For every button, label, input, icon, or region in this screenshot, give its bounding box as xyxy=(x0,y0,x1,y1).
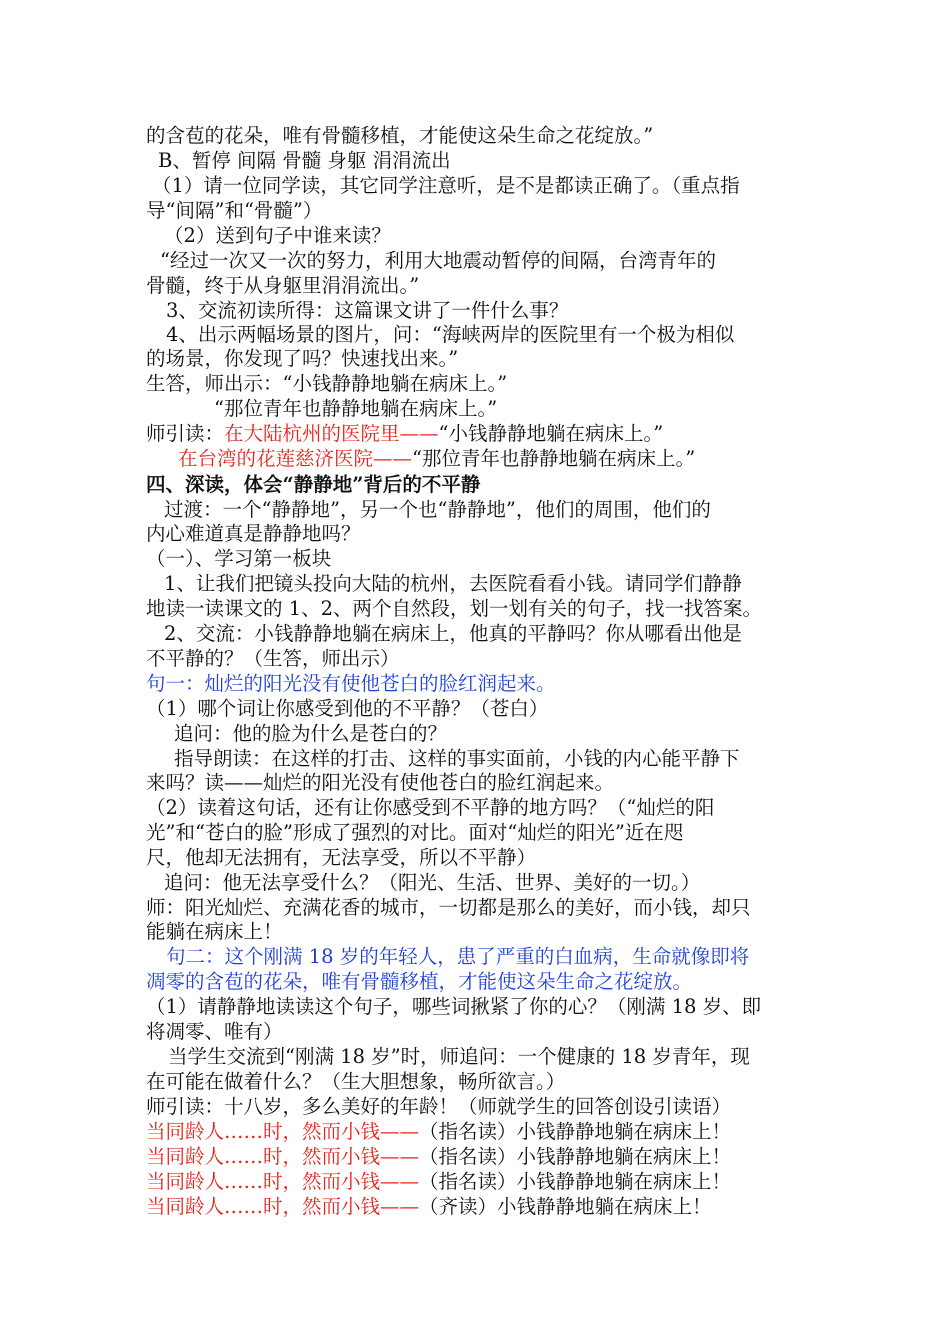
text-run: （齐读）小钱静静地躺在病床上！ xyxy=(419,1195,712,1218)
text-line: 的场景，你发现了吗？快速找出来。” xyxy=(146,347,459,370)
text-line: “那位青年也静静地躺在病床上。” xyxy=(214,397,498,420)
text-line: 导“间隔”和“骨髓”） xyxy=(146,199,323,222)
text-run: （指名读）小钱静静地躺在病床上！ xyxy=(419,1120,732,1143)
text-line: （一）、学习第一板块 xyxy=(146,547,332,570)
text-line: 地读一读课文的 1、2、两个自然段，划一划有关的句子，找一找答案。 xyxy=(146,597,763,620)
text-line: 光”和“苍白的脸”形成了强烈的对比。面对“灿烂的阳光”近在咫 xyxy=(146,821,684,844)
text-line: 当学生交流到“刚满 18 岁”时，师追问：一个健康的 18 岁青年，现 xyxy=(168,1045,750,1068)
text-line: 4、出示两幅场景的图片，问：“海峡两岸的医院里有一个极为相似 xyxy=(166,323,735,346)
text-line xyxy=(146,1195,816,1219)
text-line xyxy=(146,1145,816,1169)
text-run: “那位青年也静静地躺在病床上。” xyxy=(412,447,696,470)
text-line: 师：阳光灿烂、充满花香的城市，一切都是那么的美好，而小钱，却只 xyxy=(146,896,751,919)
quote-sentence-1: 句一：灿烂的阳光没有使他苍白的脸红润起来。 xyxy=(146,672,556,695)
text-line: 生答，师出示：“小钱静静地躺在病床上。” xyxy=(146,372,508,395)
text-run: 师引读： xyxy=(146,422,225,445)
text-line: （2）送到句子中谁来读？ xyxy=(164,224,391,247)
text-line: 尺，他却无法拥有，无法享受，所以不平静） xyxy=(146,846,537,869)
text-line xyxy=(146,1170,816,1194)
text-line: 来吗？读——灿烂的阳光没有使他苍白的脸红润起来。 xyxy=(146,771,615,794)
text-line: 不平静的？（生答，师出示） xyxy=(146,647,400,670)
highlight-red: 当同龄人……时，然而小钱—— xyxy=(146,1145,420,1168)
text-line: 过渡：一个“静静地”，另一个也“静静地”，他们的周围，他们的 xyxy=(164,498,711,521)
text-line: 3、交流初读所得：这篇课文讲了一件什么事？ xyxy=(166,299,569,322)
text-line: 能躺在病床上！ xyxy=(146,920,283,943)
text-line: 指导朗读：在这样的打击、这样的事实面前，小钱的内心能平静下 xyxy=(174,747,740,770)
text-line: 1、让我们把镜头投向大陆的杭州，去医院看看小钱。请同学们静静 xyxy=(164,572,742,595)
highlight-red: 在台湾的花莲慈济医院—— xyxy=(178,447,413,470)
text-line: 在可能在做着什么？（生大胆想象，畅所欲言。） xyxy=(146,1070,566,1093)
quote-sentence-2: 句二：这个刚满 18 岁的年轻人，患了严重的白血病，生命就像即将 xyxy=(166,945,750,968)
text-line xyxy=(146,1120,816,1144)
text-line xyxy=(178,447,848,471)
text-line: （1）请静静地读读这个句子，哪些词揪紧了你的心？（刚满 18 岁、即 xyxy=(146,995,762,1018)
text-line: （1）请一位同学读，其它同学注意听，是不是都读正确了。（重点指 xyxy=(152,174,740,197)
text-line: 师引读：十八岁，多么美好的年龄！（师就学生的回答创设引读语） xyxy=(146,1095,732,1118)
text-line: （1）哪个词让你感受到他的不平静？（苍白） xyxy=(146,697,549,720)
highlight-red: 当同龄人……时，然而小钱—— xyxy=(146,1195,420,1218)
text-line: “经过一次又一次的努力，利用大地震动暂停的间隔，台湾青年的 xyxy=(160,249,716,272)
text-line: 将凋零、唯有） xyxy=(146,1020,283,1043)
highlight-red: 当同龄人……时，然而小钱—— xyxy=(146,1170,420,1193)
highlight-red: 当同龄人……时，然而小钱—— xyxy=(146,1120,420,1143)
text-line xyxy=(146,422,816,446)
text-line: 追问：他无法享受什么？（阳光、生活、世界、美好的一切。） xyxy=(164,871,701,894)
text-run: “小钱静静地躺在病床上。” xyxy=(438,422,664,445)
text-run: （指名读）小钱静静地躺在病床上！ xyxy=(419,1145,732,1168)
section-heading: 四、深读，体会“静静地”背后的不平静 xyxy=(146,473,481,496)
text-line: 骨髓，终于从身躯里涓涓流出。” xyxy=(146,274,420,297)
text-line: （2）读着这句话，还有让你感受到不平静的地方吗？（“灿烂的阳 xyxy=(146,796,715,819)
text-line: B、暂停 间隔 骨髓 身躯 涓涓流出 xyxy=(158,149,451,172)
text-line: 内心难道真是静静地吗？ xyxy=(146,522,361,545)
highlight-red: 在大陆杭州的医院里—— xyxy=(224,422,439,445)
text-line: 追问：他的脸为什么是苍白的？ xyxy=(174,722,448,745)
text-line: 的含苞的花朵，唯有骨髓移植，才能使这朵生命之花绽放。” xyxy=(146,124,654,147)
quote-sentence-2-cont: 凋零的含苞的花朵，唯有骨髓移植，才能使这朵生命之花绽放。 xyxy=(146,970,693,993)
text-run: （指名读）小钱静静地躺在病床上！ xyxy=(419,1170,732,1193)
text-line: 2、交流：小钱静静地躺在病床上，他真的平静吗？你从哪看出他是 xyxy=(164,622,742,645)
